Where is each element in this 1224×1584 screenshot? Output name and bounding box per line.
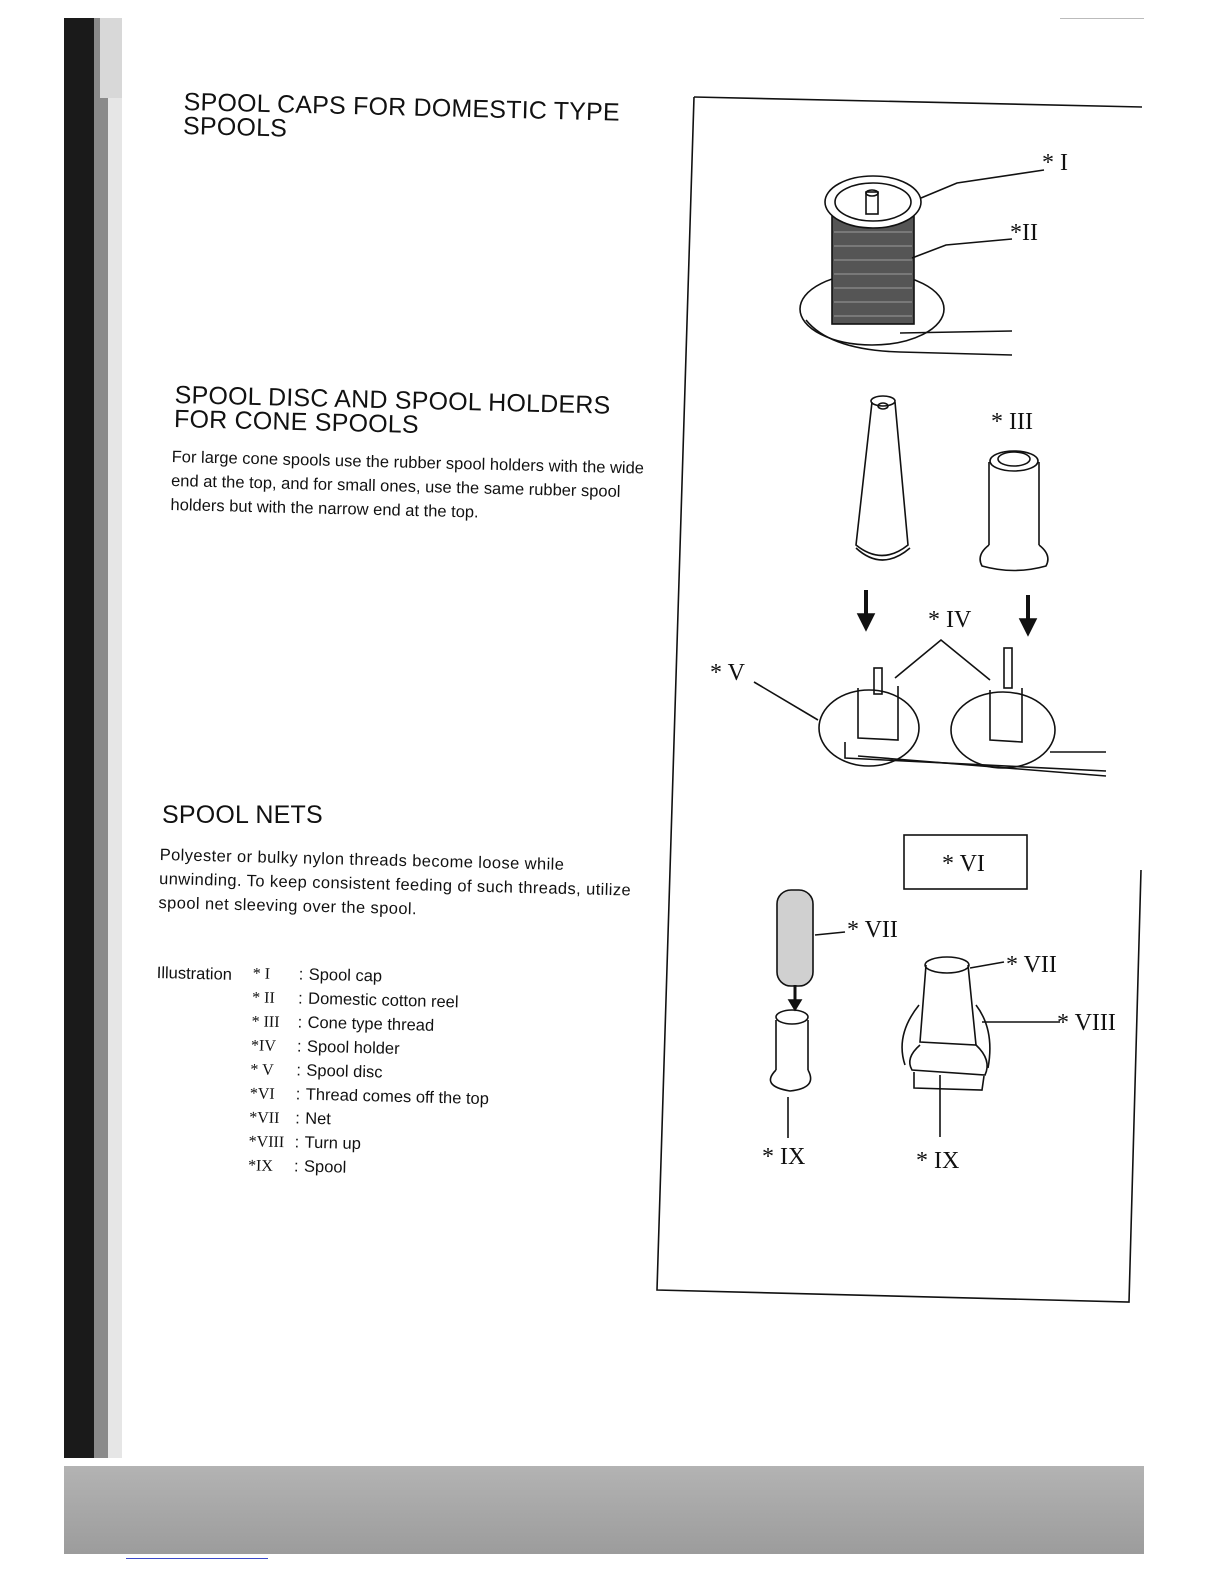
legend-label: Turn up bbox=[304, 1133, 362, 1154]
label-turn-up: * VIII bbox=[1057, 1010, 1116, 1036]
spool-net-right-drawing bbox=[902, 957, 1060, 1137]
legend-key: * III bbox=[251, 1013, 280, 1032]
label-spool-holder: * IV bbox=[928, 607, 972, 633]
label-spool-disc: * V bbox=[710, 660, 745, 686]
legend-key: *VIII bbox=[248, 1133, 285, 1152]
legend-row: * II : Domestic cotton reel bbox=[251, 989, 459, 1012]
section-body-spool-nets: Polyester or bulky nylon threads become loose while unwinding. To keep consistent feeding of such threads, utilize spool net sleeving over the spool. bbox=[158, 845, 632, 919]
spool-disc-drawing bbox=[754, 640, 1106, 776]
legend-row: *VII : Net bbox=[249, 1109, 332, 1129]
section-title-spool-caps: SPOOL CAPS FOR DOMESTIC TYPE SPOOLS bbox=[182, 88, 621, 143]
legend-key: * V bbox=[250, 1061, 274, 1079]
legend-label: Cone type thread bbox=[307, 1013, 435, 1035]
arrow-down-icon bbox=[1020, 619, 1036, 635]
label-reel: *II bbox=[1010, 220, 1038, 246]
legend-key: * I bbox=[252, 965, 271, 983]
legend-row: * I : Spool cap bbox=[252, 965, 383, 986]
legend-label: Net bbox=[304, 1109, 332, 1129]
legend-label: Spool cap bbox=[308, 965, 383, 986]
legend-key: *VI bbox=[249, 1085, 275, 1103]
legend-row: *IV : Spool holder bbox=[250, 1037, 400, 1058]
legend-key: *IV bbox=[250, 1037, 277, 1055]
legend-row: * V : Spool disc bbox=[250, 1061, 383, 1082]
label-net-left: * VII bbox=[847, 917, 898, 943]
legend-row: *VI : Thread comes off the top bbox=[249, 1085, 490, 1109]
legend-label: Spool holder bbox=[306, 1037, 400, 1058]
label-net-right: * VII bbox=[1006, 952, 1057, 978]
label-cone-thread: * III bbox=[991, 409, 1033, 435]
legend-key: * II bbox=[251, 989, 276, 1007]
legend-label: Spool bbox=[303, 1157, 347, 1177]
legend-label: Thread comes off the top bbox=[305, 1085, 490, 1109]
footer-link-underline bbox=[126, 1558, 268, 1559]
arrow-down-icon bbox=[858, 614, 874, 630]
legend-title: Illustration bbox=[156, 963, 233, 984]
label-cap: * I bbox=[1042, 150, 1068, 176]
legend-row: *VIII : Turn up bbox=[248, 1133, 362, 1154]
section-title-spool-nets: SPOOL NETS bbox=[162, 801, 323, 829]
page-footer-band bbox=[64, 1466, 1144, 1554]
section-body-spool-disc: For large cone spools use the rubber spool holders with the wide end at the top, and for small ones, use the same rubber spool holders but with the narrow end at the top. bbox=[170, 447, 645, 522]
legend-row: * III : Cone type thread bbox=[251, 1013, 435, 1035]
label-spool-right: * IX bbox=[916, 1148, 960, 1174]
label-thread-top: * VI bbox=[942, 851, 985, 877]
frame-top-edge bbox=[694, 97, 1142, 107]
label-spool-left: * IX bbox=[762, 1144, 806, 1170]
legend-key: *IX bbox=[247, 1157, 274, 1175]
legend-key: *VII bbox=[249, 1109, 280, 1128]
legend-label: Domestic cotton reel bbox=[307, 989, 459, 1012]
spool-net-left-drawing bbox=[770, 890, 845, 1138]
legend-row: *IX : Spool bbox=[247, 1157, 347, 1177]
section-title-spool-disc: SPOOL DISC AND SPOOL HOLDERS FOR CONE SPOOLS bbox=[173, 381, 611, 439]
domestic-reel-drawing bbox=[800, 170, 1044, 355]
legend-label: Spool disc bbox=[306, 1061, 383, 1082]
